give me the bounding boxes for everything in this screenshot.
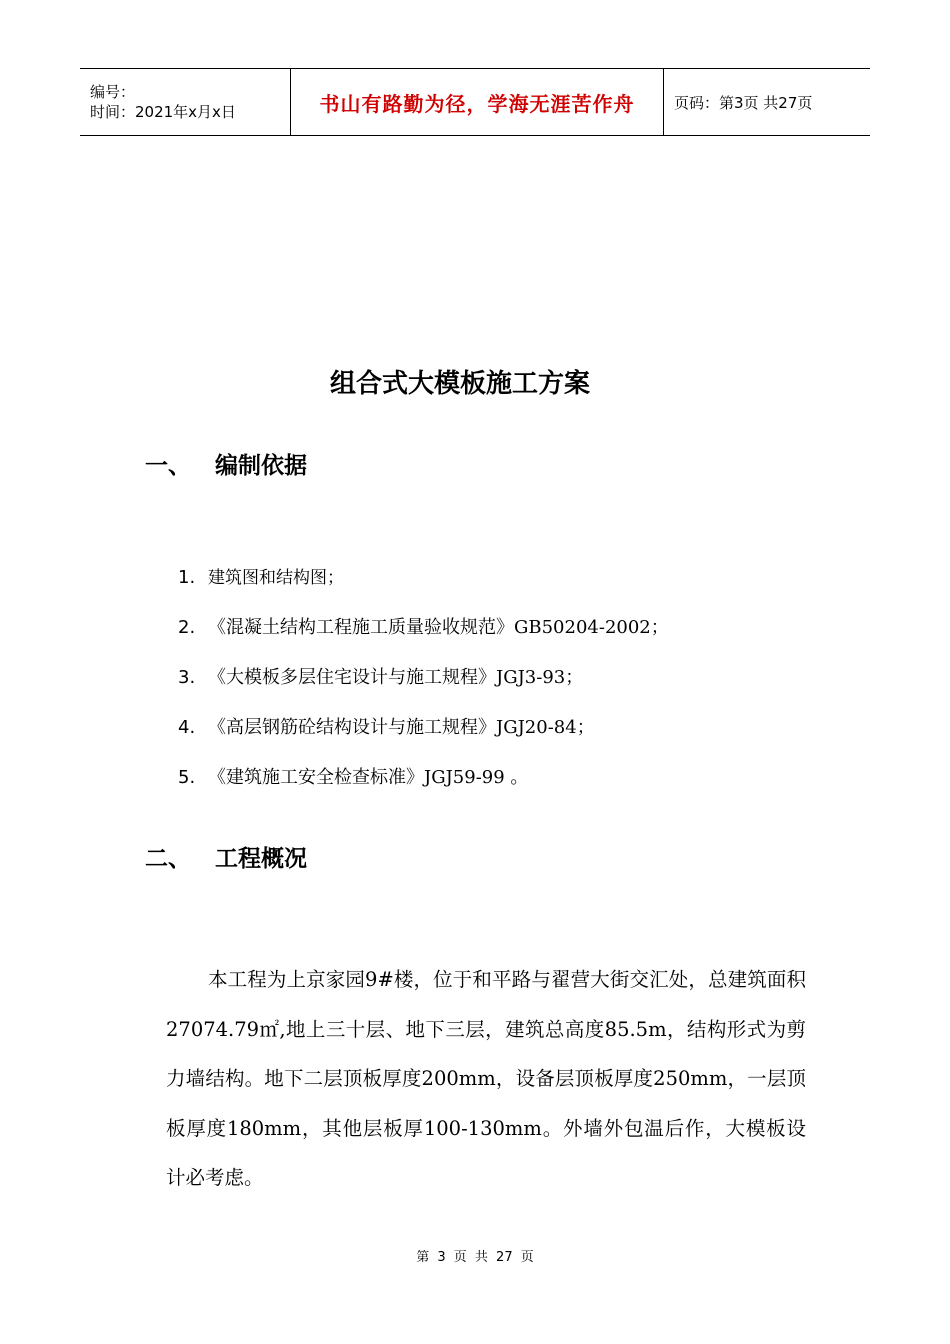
page-footer: 第 3 页 共 27 页 xyxy=(416,1250,534,1265)
doc-date-label: 时间：2021年x月x日 xyxy=(90,103,236,121)
list-index: 2. xyxy=(178,617,196,638)
reference-list xyxy=(178,563,669,813)
list-index: 5. xyxy=(178,767,196,788)
list-index: 3. xyxy=(178,667,196,688)
section-heading-1 xyxy=(145,447,307,480)
list-item xyxy=(178,613,669,663)
list-text: 建筑图和结构图； xyxy=(208,568,344,588)
section-title: 编制依据 xyxy=(215,453,307,479)
document-title: 组合式大模板施工方案 xyxy=(329,369,590,399)
section-heading-2 xyxy=(145,840,307,873)
list-item xyxy=(178,563,669,613)
list-item xyxy=(178,713,669,763)
page-header xyxy=(80,68,870,136)
list-text: 《大模板多层住宅设计与施工规程》JGJ3-93； xyxy=(208,667,584,688)
list-item xyxy=(178,663,669,713)
header-page-info: 页码：第3页 共27页 xyxy=(664,69,871,136)
list-text: 《建筑施工安全检查标准》JGJ59-99 。 xyxy=(208,767,529,788)
project-overview-paragraph: 本工程为上京家园9#楼，位于和平路与翟营大街交汇处，总建筑面积27074.79㎡,地上三十层、地下三层，建筑总高度85.5m，结构形式为剪力墙结构。地下二层顶板厚度200mm，设备层顶板厚度250mm，一层顶板厚度180mm，其他层板厚100-130mm。外墙外包温后作，大模板设计必考虑。 xyxy=(166,968,806,1189)
section-title: 工程概况 xyxy=(215,846,307,872)
header-motto-cell xyxy=(291,69,664,136)
doc-number-label: 编号： xyxy=(90,83,136,101)
header-motto: 书山有路勤为径，学海无涯苦作舟 xyxy=(319,91,635,116)
list-item xyxy=(178,763,669,813)
section-number: 二、 xyxy=(145,846,191,872)
section-number: 一、 xyxy=(145,453,191,479)
list-text: 《高层钢筋砼结构设计与施工规程》JGJ20-84； xyxy=(208,717,595,738)
list-index: 1. xyxy=(178,567,196,588)
list-text: 《混凝土结构工程施工质量验收规范》GB50204-2002； xyxy=(208,617,669,638)
list-index: 4. xyxy=(178,717,196,738)
header-meta xyxy=(80,69,291,136)
